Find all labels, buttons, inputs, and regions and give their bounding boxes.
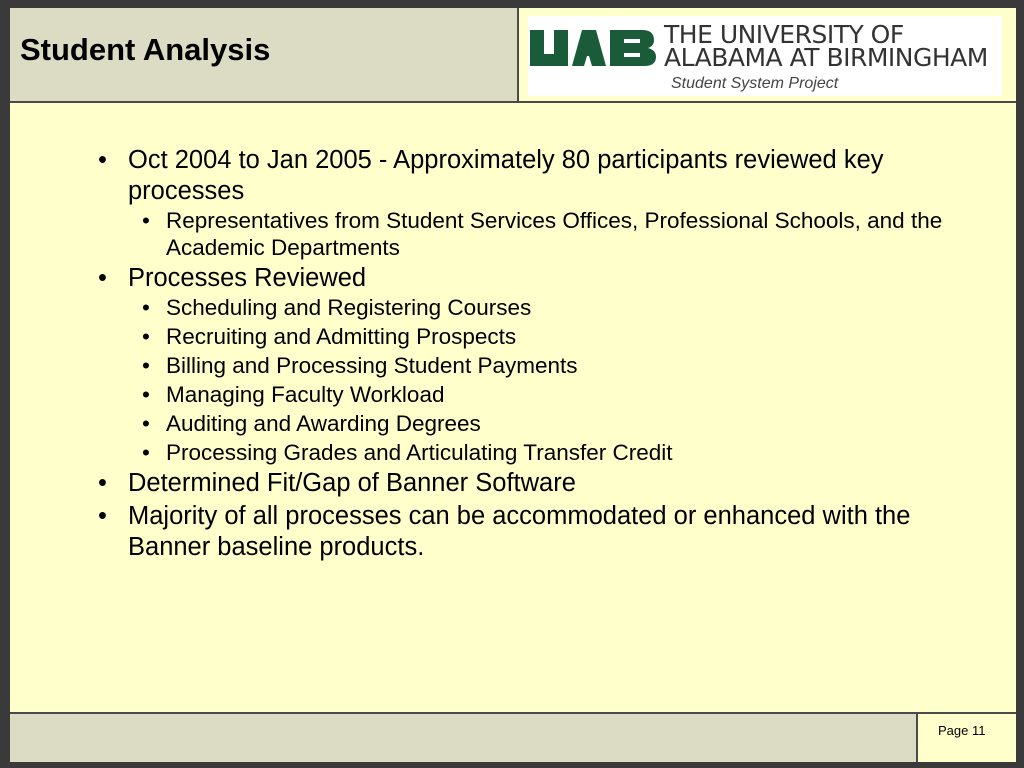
- logo-subtitle: Student System Project: [671, 75, 839, 92]
- page-number-box: [916, 714, 1016, 762]
- uab-logo-mark: [530, 26, 658, 70]
- uab-logo: [528, 16, 1002, 96]
- bullet-item: [98, 145, 978, 261]
- bullet-list: [98, 145, 978, 565]
- sub-bullet-list: [128, 207, 978, 261]
- logo-area: [520, 8, 1016, 101]
- bullet-item: [98, 501, 978, 563]
- sub-bullet-item: • Auditing and Awarding Degrees: [128, 410, 978, 437]
- sub-bullet-item: • Recruiting and Admitting Prospects: [128, 323, 978, 350]
- bullet-text: Majority of all processes can be accommodated or enhanced with the Banner baseline products.: [128, 502, 911, 561]
- slide-body: [10, 103, 1016, 713]
- sub-bullet-item: • Managing Faculty Workload: [128, 381, 978, 408]
- bullet-text: Oct 2004 to Jan 2005 - Approximately 80 participants reviewed key processes: [128, 146, 884, 205]
- sub-bullet-item: • Processing Grades and Articulating Transfer Credit: [128, 439, 978, 466]
- page-number: Page 11: [938, 723, 986, 738]
- slide-title: Student Analysis: [20, 32, 271, 67]
- sub-bullet-list: [128, 294, 978, 466]
- sub-bullet-item: • Billing and Processing Student Payments: [128, 352, 978, 379]
- bullet-text: Determined Fit/Gap of Banner Software: [128, 469, 576, 497]
- bullet-item: [98, 263, 978, 466]
- logo-line-2: ALABAMA AT BIRMINGHAM: [664, 43, 988, 72]
- sub-bullet-item: • Scheduling and Registering Courses: [128, 294, 978, 321]
- slide-header: [10, 8, 1016, 103]
- slide-footer: [10, 712, 1016, 762]
- bullet-text: Processes Reviewed: [128, 264, 367, 292]
- title-box: [10, 8, 519, 101]
- logo-line-1: THE UNIVERSITY OF: [664, 20, 904, 49]
- bullet-item: [98, 468, 978, 499]
- sub-bullet-item: • Representatives from Student Services Offices, Professional Schools, and the Academic Departments: [128, 207, 978, 261]
- slide: [10, 8, 1016, 760]
